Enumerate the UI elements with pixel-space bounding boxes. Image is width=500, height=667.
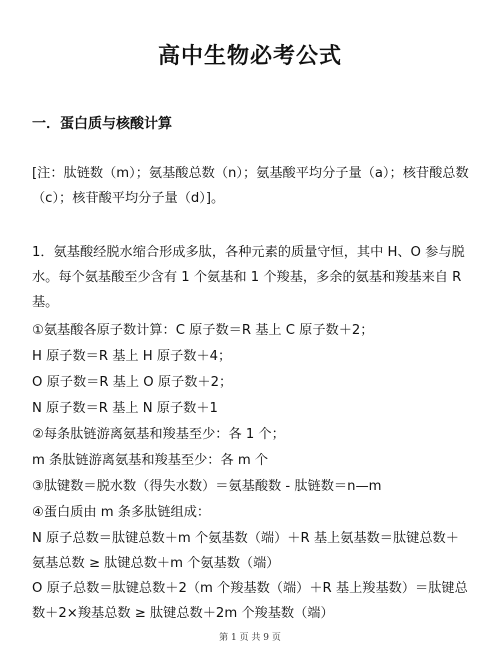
- formula-line: ③肽键数＝脱水数（得失水数）＝氨基酸数 - 肽链数＝n—m: [32, 479, 382, 494]
- formula-line: O 原子总数＝肽键总数＋2（m 个羧基数（端）＋R 基上羧基数）＝肽键总数＋2×羧基总数 ≥ 肽键总数＋2m 个羧基数（端）: [32, 581, 468, 621]
- formula-line: ④蛋白质由 m 条多肽链组成：: [32, 505, 211, 520]
- formula-line: ②每条肽链游离氨基和羧基至少：各 1 个；: [32, 427, 285, 442]
- formula-line: H 原子数＝R 基上 H 原子数＋4；: [32, 349, 232, 364]
- formula-lines: [32, 318, 472, 626]
- section-heading: 一．蛋白质与核酸计算: [32, 116, 172, 132]
- page-footer: 第 1 页 共 9 页: [219, 633, 281, 643]
- document-title: 高中生物必考公式: [157, 44, 342, 69]
- paragraph-1: 1．氨基酸经脱水缩合形成多肽，各种元素的质量守恒，其中 H、O 参与脱水。每个氨基酸至少含有 1 个氨基和 1 个羧基，多余的氨基和羧基来自 R 基。: [32, 245, 465, 310]
- formula-line: N 原子数＝R 基上 N 原子数＋1: [32, 401, 218, 416]
- formula-line: N 原子总数＝肽键总数＋m 个氨基数（端）＋R 基上氨基数＝肽键总数＋氨基总数 ≥ 肽键总数＋m 个氨基数（端）: [32, 531, 459, 571]
- variable-note: [注：肽链数（m）；氨基酸总数（n）；氨基酸平均分子量（a）；核苷酸总数（c）；核苷酸平均分子量（d）]。: [32, 166, 469, 206]
- formula-line: O 原子数＝R 基上 O 原子数＋2；: [32, 375, 233, 390]
- formula-line: ①氨基酸各原子数计算：C 原子数＝R 基上 C 原子数＋2；: [32, 323, 374, 338]
- formula-line: m 条肽链游离氨基和羧基至少：各 m 个: [32, 453, 269, 468]
